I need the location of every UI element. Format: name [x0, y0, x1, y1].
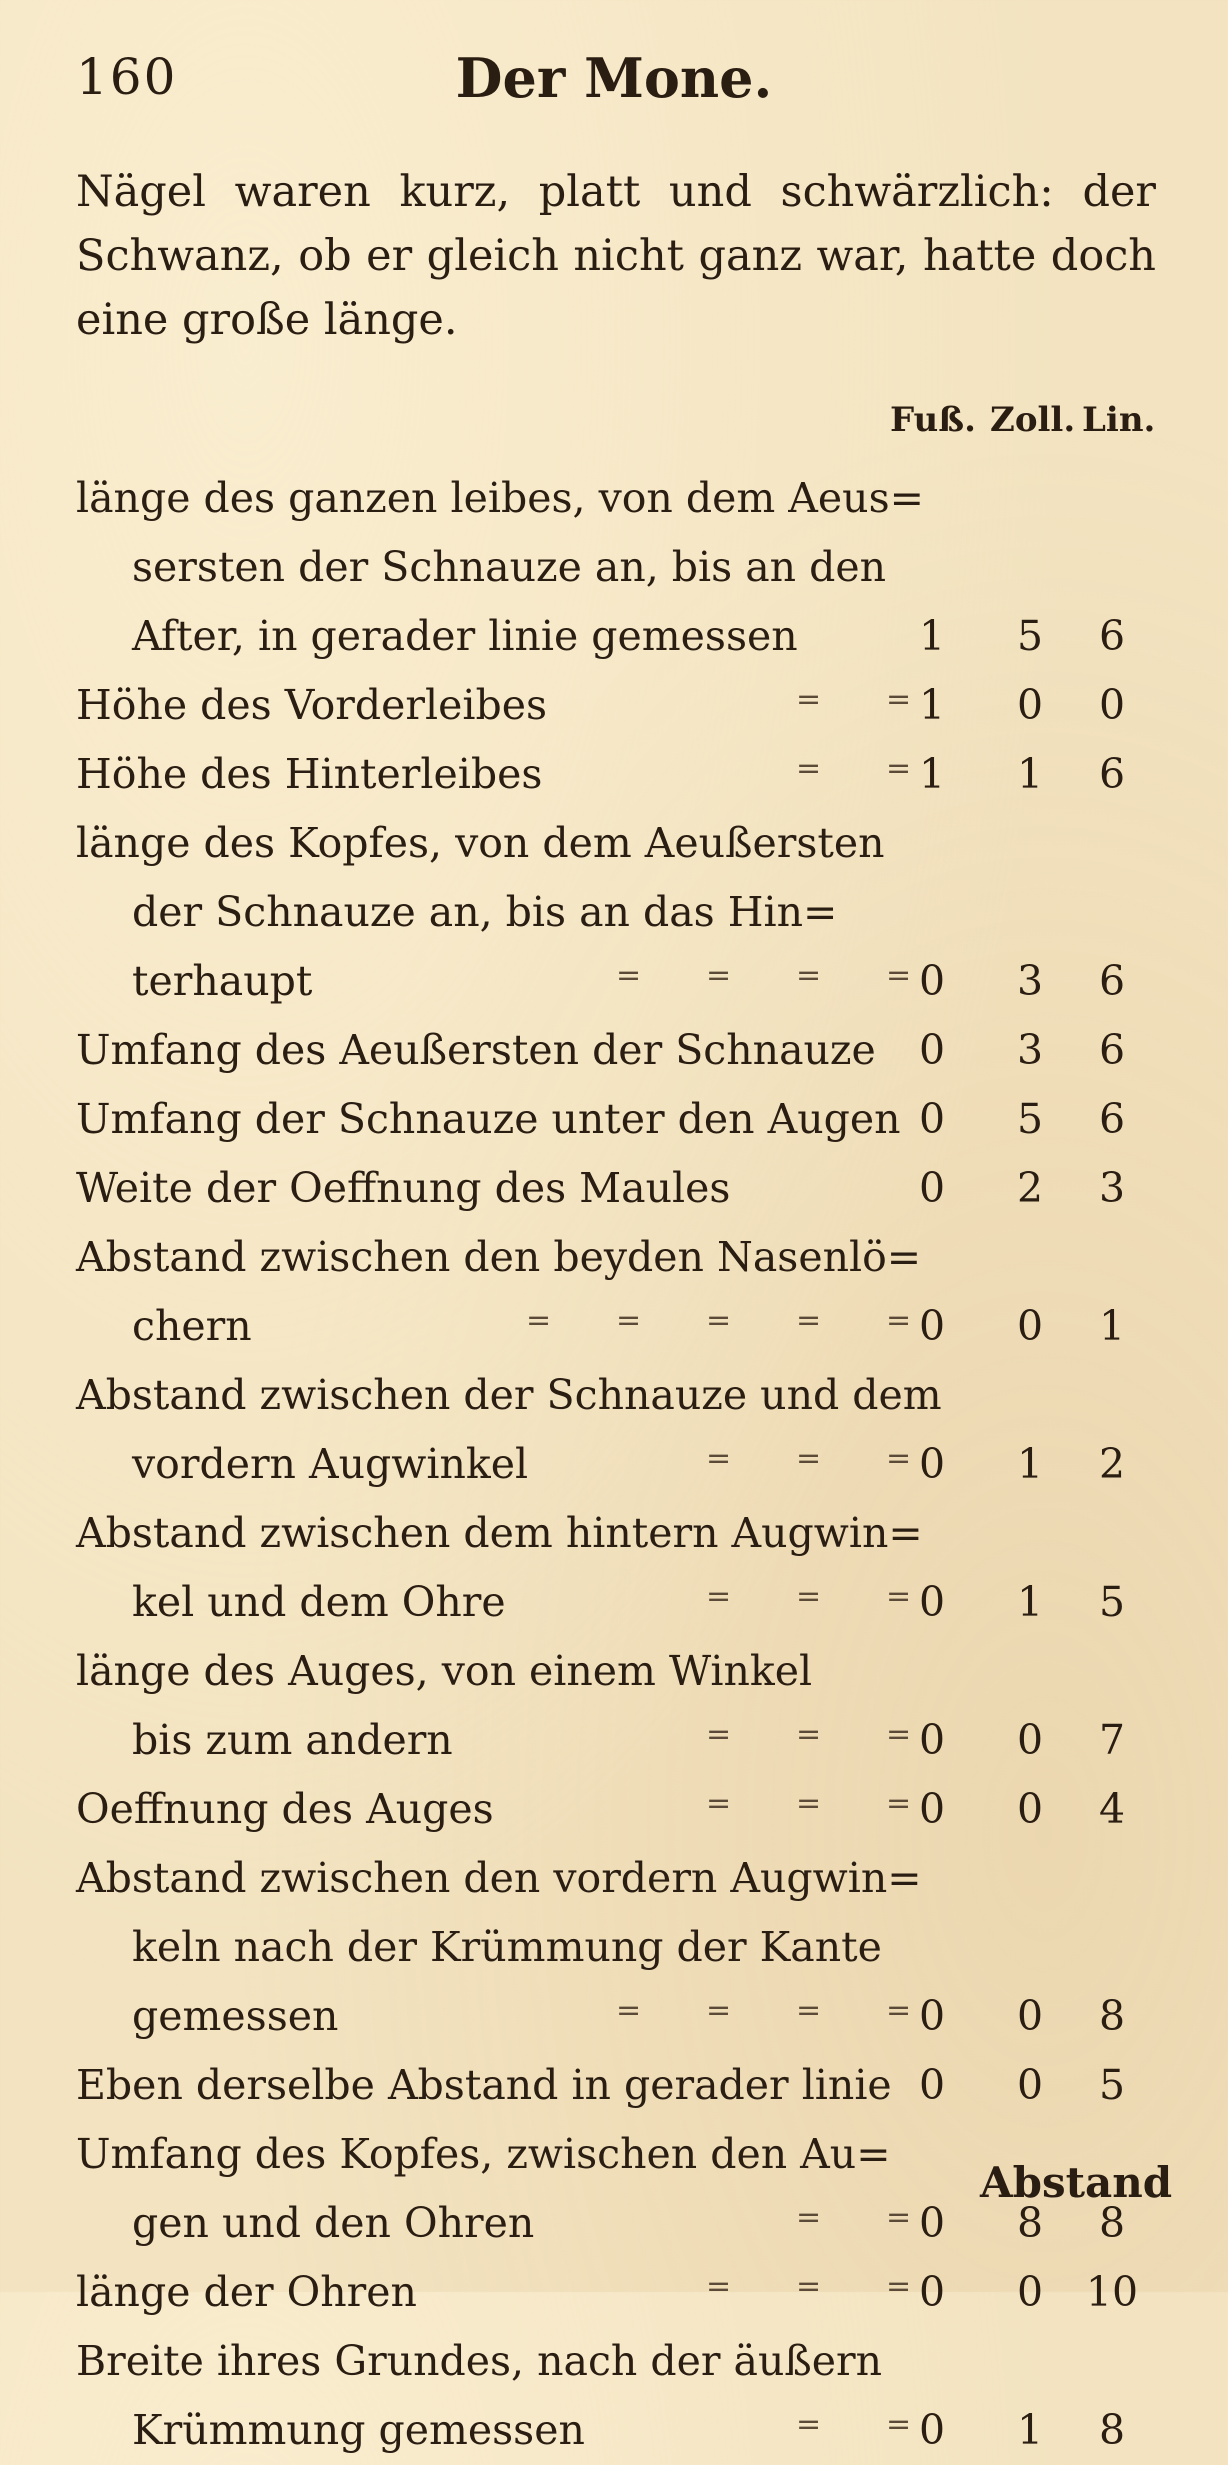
table-row	[76, 1982, 1176, 2051]
row-label: Umfang der Schnauze unter den Augen	[76, 1095, 901, 1143]
value-inch: 5	[1016, 1095, 1044, 1143]
ditto-mark: =	[706, 1579, 732, 1614]
row-label: Abstand zwischen den vordern Augwin=	[76, 1854, 922, 1902]
ditto-mark: =	[796, 1786, 822, 1821]
ditto-mark: =	[706, 958, 732, 993]
ditto-mark: =	[796, 751, 822, 786]
ditto-mark: =	[706, 1786, 732, 1821]
ditto-mark: =	[886, 1993, 912, 2028]
value-foot: 0	[918, 1785, 946, 1833]
ditto-mark: =	[796, 1303, 822, 1338]
value-inch: 0	[1016, 2061, 1044, 2109]
row-label: Eben derselbe Abstand in gerader linie	[76, 2061, 892, 2109]
table-row	[76, 740, 1176, 809]
table-row	[76, 671, 1176, 740]
table-row	[76, 1016, 1176, 1085]
row-label: After, in gerader linie gemessen	[132, 612, 798, 660]
ditto-mark: =	[886, 1579, 912, 1614]
value-line: 6	[1098, 1026, 1126, 1074]
ditto-mark: =	[616, 1993, 642, 2028]
value-inch: 3	[1016, 1026, 1044, 1074]
ditto-marks	[76, 1424, 912, 1493]
value-foot: 0	[918, 2061, 946, 2109]
value-foot: 0	[918, 1716, 946, 1764]
value-inch: 0	[1016, 1302, 1044, 1350]
ditto-mark: =	[886, 1441, 912, 1476]
value-inch: 1	[1016, 750, 1044, 798]
ditto-marks	[76, 2252, 912, 2321]
value-inch: 0	[1016, 1785, 1044, 1833]
ditto-mark: =	[796, 1441, 822, 1476]
value-foot: 1	[918, 681, 946, 729]
value-foot: 1	[918, 612, 946, 660]
table-row	[76, 1568, 1176, 1637]
value-inch: 0	[1016, 1716, 1044, 1764]
ditto-mark: =	[706, 1993, 732, 2028]
value-inch: 5	[1016, 612, 1044, 660]
page-header	[0, 38, 1228, 108]
row-label: Breite ihres Grundes, nach der äußern	[76, 2337, 883, 2385]
value-foot: 1	[918, 750, 946, 798]
value-foot: 0	[918, 1026, 946, 1074]
table-row	[76, 2396, 1176, 2465]
page-number: 160	[76, 48, 178, 106]
value-foot: 0	[918, 1992, 946, 2040]
ditto-mark: =	[886, 1303, 912, 1338]
value-inch: 0	[1016, 681, 1044, 729]
ditto-mark: =	[886, 682, 912, 717]
value-line: 0	[1098, 681, 1126, 729]
value-foot: 0	[918, 1302, 946, 1350]
table-row	[76, 1637, 1176, 1706]
table-row	[76, 1913, 1176, 1982]
table-row	[76, 464, 1176, 533]
ditto-mark: =	[526, 1303, 552, 1338]
value-foot: 0	[918, 957, 946, 1005]
intro-paragraph	[76, 160, 1156, 352]
table-row	[76, 809, 1176, 878]
table-row	[76, 947, 1176, 1016]
unit-inch: Zoll.	[990, 400, 1076, 440]
table-row	[76, 1706, 1176, 1775]
ditto-mark: =	[886, 2407, 912, 2442]
ditto-mark: =	[706, 2269, 732, 2304]
table-row	[76, 1499, 1176, 1568]
table-row	[76, 1085, 1176, 1154]
paragraph-line: eine große länge.	[76, 295, 458, 345]
row-label: chern	[132, 1302, 252, 1350]
row-label: Krümmung gemessen	[132, 2406, 585, 2454]
unit-headers	[0, 400, 1228, 456]
ditto-mark: =	[886, 2269, 912, 2304]
value-line: 5	[1098, 1578, 1126, 1626]
value-foot: 0	[918, 2268, 946, 2316]
row-label: Abstand zwischen den beyden Nasenlö=	[76, 1233, 922, 1281]
unit-foot: Fuß.	[890, 400, 976, 440]
ditto-marks	[76, 1769, 912, 1838]
row-label: der Schnauze an, bis an das Hin=	[132, 888, 838, 936]
value-foot: 0	[918, 2406, 946, 2454]
value-line: 6	[1098, 612, 1126, 660]
table-row	[76, 1844, 1176, 1913]
row-label: Umfang des Kopfes, zwischen den Au=	[76, 2130, 891, 2178]
row-label: Weite der Oeffnung des Maules	[76, 1164, 731, 1212]
table-row	[76, 2051, 1176, 2120]
value-foot: 0	[918, 1164, 946, 1212]
catchword: Abstand	[980, 2158, 1173, 2207]
row-label: Oeffnung des Auges	[76, 1785, 494, 1833]
value-line: 1	[1098, 1302, 1126, 1350]
value-inch: 3	[1016, 957, 1044, 1005]
table-row	[76, 1361, 1176, 1430]
table-row	[76, 533, 1176, 602]
value-line: 8	[1098, 1992, 1126, 2040]
table-row	[76, 1154, 1176, 1223]
value-inch: 0	[1016, 1992, 1044, 2040]
value-inch: 8	[1016, 2199, 1044, 2247]
value-line: 5	[1098, 2061, 1126, 2109]
table-row	[76, 602, 1176, 671]
row-label: länge des ganzen leibes, von dem Aeus=	[76, 474, 924, 522]
row-label: länge der Ohren	[76, 2268, 417, 2316]
value-line: 6	[1098, 750, 1126, 798]
unit-line: Lin.	[1082, 400, 1156, 440]
row-label: bis zum andern	[132, 1716, 453, 1764]
row-label: kel und dem Ohre	[132, 1578, 506, 1626]
value-inch: 1	[1016, 2406, 1044, 2454]
ditto-mark: =	[796, 2200, 822, 2235]
ditto-marks	[76, 1562, 912, 1631]
ditto-mark: =	[886, 751, 912, 786]
ditto-marks	[76, 2183, 912, 2252]
ditto-mark: =	[886, 958, 912, 993]
ditto-mark: =	[706, 1303, 732, 1338]
value-line: 2	[1098, 1440, 1126, 1488]
ditto-mark: =	[886, 1717, 912, 1752]
table-row	[76, 878, 1176, 947]
ditto-mark: =	[796, 958, 822, 993]
ditto-marks	[76, 665, 912, 734]
ditto-mark: =	[796, 2407, 822, 2442]
running-head: Der Mone.	[455, 46, 773, 110]
value-line: 8	[1098, 2406, 1126, 2454]
ditto-mark: =	[706, 1717, 732, 1752]
ditto-mark: =	[796, 1579, 822, 1614]
row-label: Umfang des Aeußersten der Schnauze	[76, 1026, 876, 1074]
row-label: gen und den Ohren	[132, 2199, 535, 2247]
value-inch: 2	[1016, 1164, 1044, 1212]
row-label: vordern Augwinkel	[132, 1440, 529, 1488]
value-foot: 0	[918, 1578, 946, 1626]
paragraph-line: Nägel waren kurz, platt und schwärzlich: der	[76, 167, 1156, 217]
value-foot: 0	[918, 2199, 946, 2247]
value-line: 8	[1098, 2199, 1126, 2247]
row-label: Abstand zwischen dem hintern Augwin=	[76, 1509, 923, 1557]
row-label: länge des Auges, von einem Winkel	[76, 1647, 813, 1695]
row-label: Abstand zwischen der Schnauze und dem	[76, 1371, 942, 1419]
ditto-mark: =	[796, 682, 822, 717]
value-inch: 1	[1016, 1440, 1044, 1488]
row-label: terhaupt	[132, 957, 313, 1005]
table-row	[76, 1430, 1176, 1499]
value-line: 3	[1098, 1164, 1126, 1212]
row-label: Höhe des Hinterleibes	[76, 750, 543, 798]
value-foot: 0	[918, 1440, 946, 1488]
ditto-mark: =	[706, 1441, 732, 1476]
table-row	[76, 1775, 1176, 1844]
paragraph-line: Schwanz, ob er gleich nicht ganz war, hatte doch	[76, 231, 1156, 281]
table-row	[76, 1223, 1176, 1292]
ditto-mark: =	[616, 958, 642, 993]
row-label: länge des Kopfes, von dem Aeußersten	[76, 819, 885, 867]
ditto-marks	[76, 734, 912, 803]
value-line: 6	[1098, 1095, 1126, 1143]
ditto-mark: =	[796, 1717, 822, 1752]
value-inch: 0	[1016, 2268, 1044, 2316]
ditto-mark: =	[796, 1993, 822, 2028]
ditto-mark: =	[886, 1786, 912, 1821]
value-inch: 1	[1016, 1578, 1044, 1626]
value-line: 7	[1098, 1716, 1126, 1764]
table-row	[76, 2327, 1176, 2396]
table-row	[76, 1292, 1176, 1361]
value-line: 6	[1098, 957, 1126, 1005]
ditto-marks	[76, 1286, 912, 1355]
row-label: gemessen	[132, 1992, 339, 2040]
ditto-marks	[76, 941, 912, 1010]
value-line: 4	[1098, 1785, 1126, 1833]
ditto-mark: =	[886, 2200, 912, 2235]
ditto-marks	[76, 2390, 912, 2459]
value-line: 10	[1085, 2268, 1139, 2316]
row-label: keln nach der Krümmung der Kante	[132, 1923, 882, 1971]
ditto-mark: =	[616, 1303, 642, 1338]
table-row	[76, 2258, 1176, 2327]
ditto-marks	[76, 1700, 912, 1769]
row-label: sersten der Schnauze an, bis an den	[132, 543, 887, 591]
row-label: Höhe des Vorderleibes	[76, 681, 547, 729]
ditto-marks	[76, 1976, 912, 2045]
value-foot: 0	[918, 1095, 946, 1143]
ditto-mark: =	[796, 2269, 822, 2304]
